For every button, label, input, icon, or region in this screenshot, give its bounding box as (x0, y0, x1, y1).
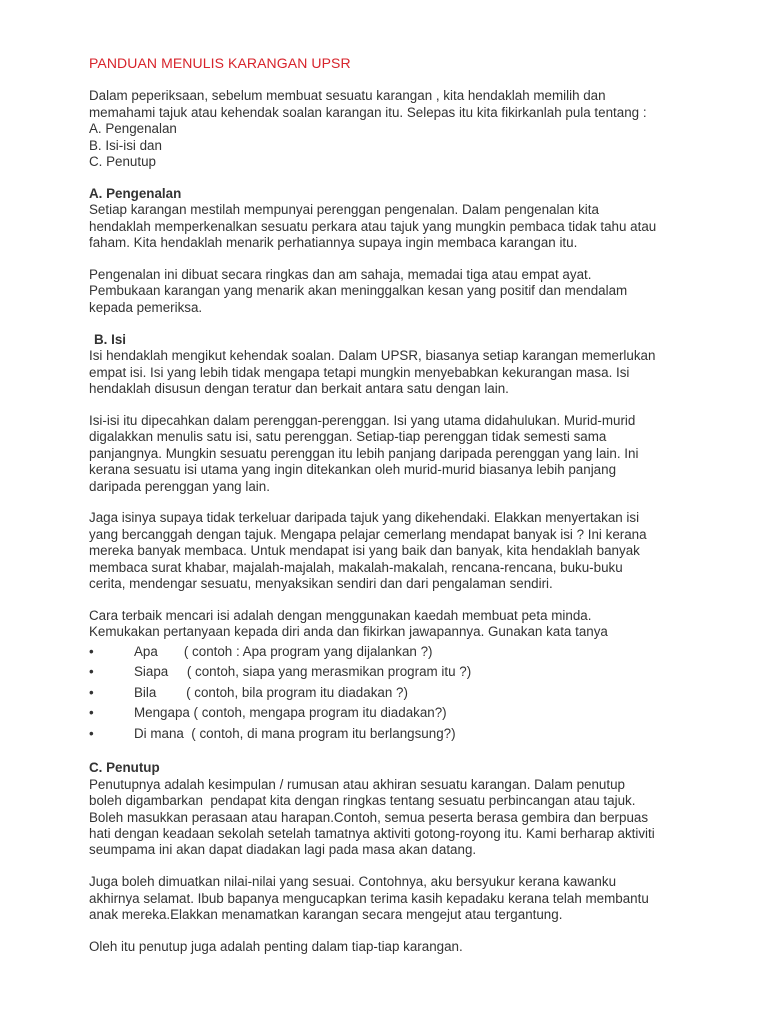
text-line: panjangnya. Mungkin sesuatu perenggan itu lebih panjang daripada perenggan yang lain. Ini (89, 445, 639, 461)
text-line: hati dengan keadaan sekolah setelah tamatnya aktiviti gotong-royong itu. Kami berharap aktiviti (89, 825, 655, 841)
text-line: hendaklah disusun dengan teratur dan berkait antara satu dengan lain. (89, 381, 509, 396)
bullet-icon: • (89, 643, 94, 659)
text-line: boleh digambarkan pendapat kita dengan ringkas tentang sesuatu perbincangan atau tajuk. (89, 793, 636, 809)
pengenalan-paragraph-1 (89, 202, 689, 251)
text-line: seumpama ini akan dapat diadakan lagi pada masa akan datang. (89, 842, 477, 858)
list-item-text: Apa ( contoh : Apa program yang dijalankan ?) (134, 643, 433, 659)
text-line: Pengenalan ini dibuat secara ringkas dan am sahaja, memadai tiga atau empat ayat. (89, 267, 592, 283)
text-line: Isi-isi itu dipecahkan dalam perenggan-perenggan. Isi yang utama didahulukan. Murid-murid (89, 412, 636, 428)
text-line: Jaga isinya supaya tidak terkeluar daripada tajuk yang dikehendaki. Elakkan menyertakan isi (89, 510, 640, 526)
list-item (89, 726, 689, 747)
text-line: C. Penutup (89, 154, 156, 170)
text-line: A. Pengenalan (89, 121, 177, 137)
isi-paragraph-1 (89, 348, 689, 397)
text-line: daripada perenggan yang lain. (89, 478, 270, 494)
text-line: B. Isi-isi dan (89, 137, 162, 153)
section-heading-penutup: C. Penutup (89, 760, 160, 776)
isi-paragraph-3 (89, 510, 689, 592)
text-line: Penutupnya adalah kesimpulan / rumusan atau akhiran sesuatu karangan. Dalam penutup (89, 776, 625, 792)
list-item (89, 664, 689, 685)
bullet-icon: • (89, 684, 94, 700)
text-line: digalakkan menulis satu isi, satu perenggan. Setiap-tiap perenggan tidak semesti sama (89, 429, 607, 445)
text-line: kerana sesuatu isi utama yang ingin ditekankan oleh murid-murid biasanya lebih panjang (89, 462, 617, 478)
text-line: kepada pemeriksa. (89, 299, 203, 315)
document-content (89, 55, 689, 955)
isi-paragraph-2 (89, 413, 689, 495)
text-line: empat isi. Isi yang lebih tidak mengapa tetapi mungkin menyebabkan kekurangan masa. Isi (89, 364, 630, 380)
list-item-text: Bila ( contoh, bila program itu diadakan ?) (134, 684, 408, 700)
text-line: faham. Kita hendaklah menarik perhatiannya supaya ingin membaca karangan itu. (89, 235, 578, 251)
text-line: anak mereka.Elakkan menamatkan karangan secara mengejut atau tergantung. (89, 907, 563, 923)
intro-paragraph (89, 88, 689, 170)
text-line: memahami tajuk atau kehendak soalan karangan itu. Selepas itu kita fikirkanlah pula tentang : (89, 104, 647, 120)
penutup-paragraph-1 (89, 777, 689, 859)
text-line: akhirnya selamat. Ibub bapanya mengucapkan terima kasih kepadaku kerana telah membantu (89, 890, 649, 906)
penutup-paragraph-3 (89, 939, 689, 955)
text-line: membaca surat khabar, majalah-majalah, makalah-makalah, rencana-rencana, buku-buku (89, 559, 623, 575)
bullet-icon: • (89, 705, 94, 721)
text-line: Boleh masukkan perasaan atau harapan.Contoh, semua peserta berasa gembira dan berpuas (89, 809, 649, 825)
list-item (89, 685, 689, 706)
list-item (89, 644, 689, 665)
bullet-icon: • (89, 664, 94, 680)
list-item-text: Mengapa ( contoh, mengapa program itu diadakan?) (134, 705, 447, 721)
text-line: hendaklah memperkenalkan sesuatu perkara atau tajuk yang mungkin pembaca tidak tahu atau (89, 218, 657, 234)
text-line: Pembukaan karangan yang menarik akan meninggalkan kesan yang positif dan mendalam (89, 283, 628, 299)
penutup-paragraph-2 (89, 874, 689, 923)
section-heading-pengenalan: A. Pengenalan (89, 185, 182, 201)
question-word-list (89, 644, 689, 747)
list-item-text: Siapa ( contoh, siapa yang merasmikan program itu ?) (134, 664, 472, 680)
text-line: Kemukakan pertanyaan kepada diri anda dan fikirkan jawapannya. Gunakan kata tanya (89, 624, 608, 640)
pengenalan-paragraph-2 (89, 267, 689, 316)
list-item (89, 705, 689, 726)
document-title: PANDUAN MENULIS KARANGAN UPSR (89, 55, 351, 71)
text-line: Juga boleh dimuatkan nilai-nilai yang sesuai. Contohnya, aku bersyukur kerana kawanku (89, 874, 617, 890)
text-line: Setiap karangan mestilah mempunyai perenggan pengenalan. Dalam pengenalan kita (89, 202, 599, 218)
text-line: cerita, mendengar sesuatu, menyaksikan sendiri dan dari pengalaman sendiri. (89, 576, 553, 592)
isi-paragraph-4 (89, 608, 689, 641)
text-line: Dalam peperiksaan, sebelum membuat sesuatu karangan , kita hendaklah memilih dan (89, 88, 606, 104)
text-line: Isi hendaklah mengikut kehendak soalan. Dalam UPSR, biasanya setiap karangan memerlukan (89, 348, 656, 364)
section-heading-isi: B. Isi (94, 331, 126, 347)
bullet-icon: • (89, 725, 94, 741)
text-line: Cara terbaik mencari isi adalah dengan menggunakan kaedah membuat peta minda. (89, 607, 592, 623)
list-item-text: Di mana ( contoh, di mana program itu berlangsung?) (134, 725, 456, 741)
text-line: Oleh itu penutup juga adalah penting dalam tiap-tiap karangan. (89, 938, 463, 954)
text-line: mereka banyak membaca. Untuk mendapat isi yang baik dan banyak, kita hendaklah banyak (89, 543, 640, 559)
text-line: yang bercanggah dengan tajuk. Mengapa pelajar cemerlang mendapat banyak isi ? Ini kerana (89, 526, 647, 542)
